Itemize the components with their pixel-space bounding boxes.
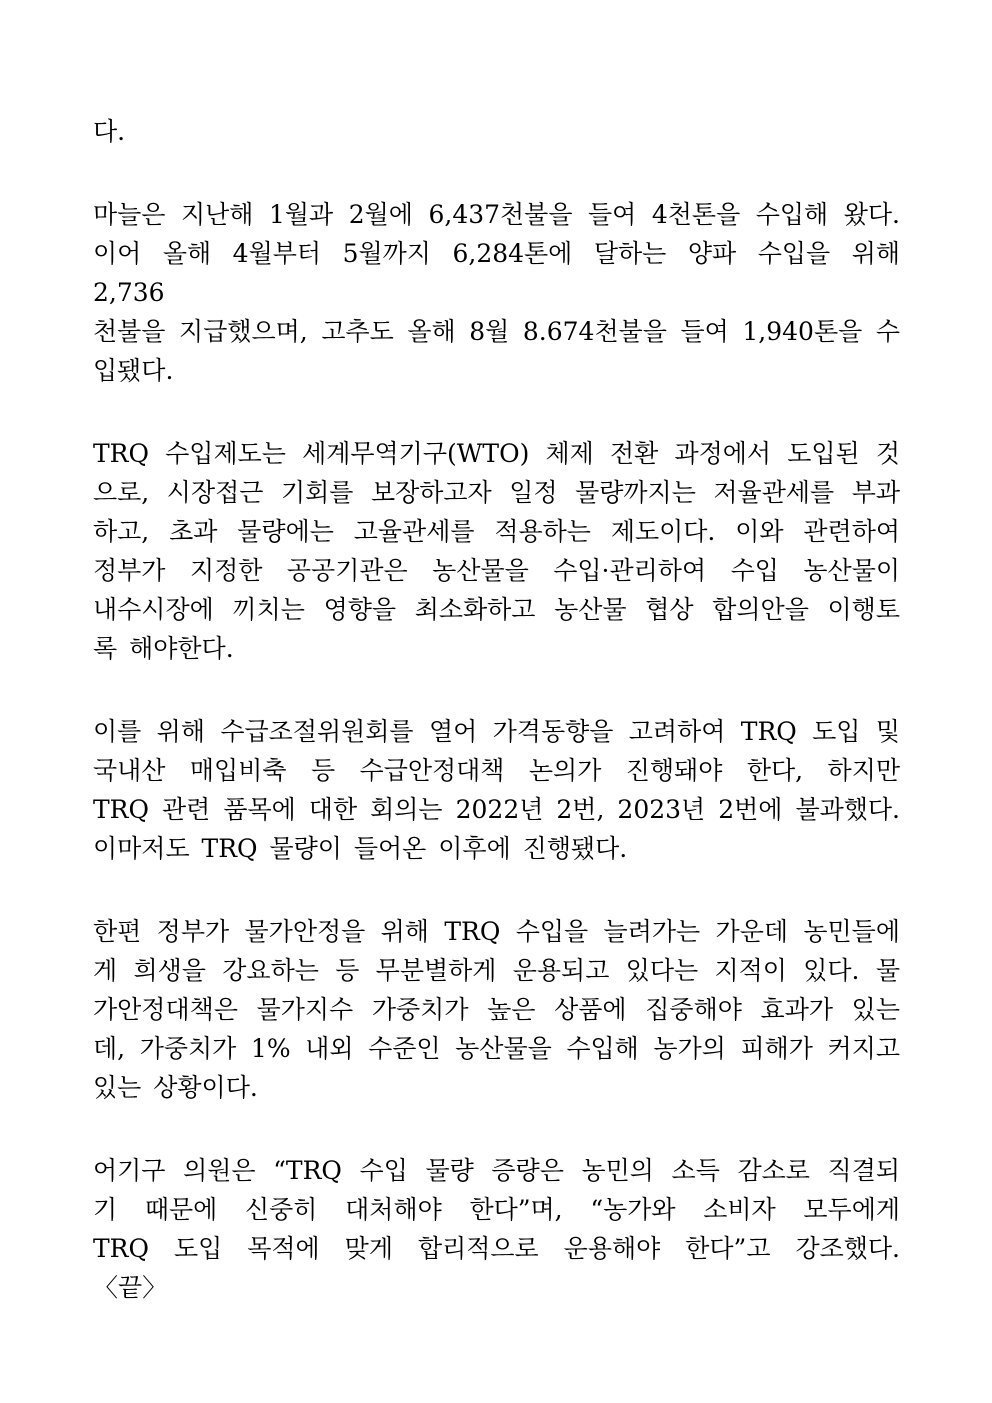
text-line: 있는 상황이다. xyxy=(93,1073,258,1102)
text-line: 한편 정부가 물가안정을 위해 TRQ 수입을 늘려가는 가운데 농민들에 xyxy=(93,917,900,946)
paragraph-garlic-onion-pepper-imports xyxy=(93,195,900,390)
text-line: TRQ 관련 품목에 대한 회의는 2022년 2번, 2023년 2번에 불과했다. xyxy=(93,795,900,824)
text-line: 게 희생을 강요하는 등 무분별하게 운용되고 있다는 지적이 있다. 물 xyxy=(93,956,900,985)
text-line: 하고, 초과 물량에는 고율관세를 적용하는 제도이다. 이와 관련하여 xyxy=(93,517,900,546)
text-line: 이어 올해 4월부터 5월까지 6,284톤에 달하는 양파 수입을 위해 2,736 xyxy=(93,239,900,307)
text-line: 내수시장에 끼치는 영향을 최소화하고 농산물 협상 합의안을 이행토 xyxy=(93,595,900,624)
text-line: 록 해야한다. xyxy=(93,634,234,663)
text-line: 데, 가중치가 1% 내외 수준인 농산물을 수입해 농가의 피해가 커지고 xyxy=(93,1034,900,1063)
text-line: 마늘은 지난해 1월과 2월에 6,437천불을 들여 4천톤을 수입해 왔다. xyxy=(93,200,900,229)
paragraph-continuation xyxy=(93,112,900,151)
text-line: 정부가 지정한 공공기관은 농산물을 수입·관리하여 수입 농산물이 xyxy=(93,556,900,585)
text-line: 다. xyxy=(93,117,126,146)
text-line: 어기구 의원은 “TRQ 수입 물량 증량은 농민의 소득 감소로 직결되 xyxy=(93,1156,900,1185)
paragraph-lawmaker-quote xyxy=(93,1151,900,1307)
text-line: 기 때문에 신중히 대처해야 한다”며, “농가와 소비자 모두에게 xyxy=(93,1195,900,1224)
text-line: TRQ 도입 목적에 맞게 합리적으로 운용해야 한다”고 강조했다. xyxy=(93,1234,900,1263)
text-line: 가안정대책은 물가지수 가중치가 높은 상품에 집중해야 효과가 있는 xyxy=(93,995,900,1024)
text-line: 이를 위해 수급조절위원회를 열어 가격동향을 고려하여 TRQ 도입 및 xyxy=(93,717,900,746)
text-line: TRQ 수입제도는 세계무역기구(WTO) 체제 전환 과정에서 도입된 것 xyxy=(93,439,900,468)
paragraph-price-stability-criticism xyxy=(93,912,900,1107)
text-line: 입됐다. xyxy=(93,356,174,385)
text-line: 천불을 지급했으며, 고추도 올해 8월 8.674천불을 들여 1,940톤을 수 xyxy=(93,317,900,346)
text-line: 국내산 매입비축 등 수급안정대책 논의가 진행돼야 한다, 하지만 xyxy=(93,756,900,785)
paragraph-committee-meetings xyxy=(93,712,900,868)
paragraph-trq-system-explanation xyxy=(93,434,900,668)
end-marker: 〈끝〉 xyxy=(93,1273,168,1302)
text-line: 으로, 시장접근 기회를 보장하고자 일정 물량까지는 저율관세를 부과 xyxy=(93,478,900,507)
text-line: 이마저도 TRQ 물량이 들어온 이후에 진행됐다. xyxy=(93,834,628,863)
